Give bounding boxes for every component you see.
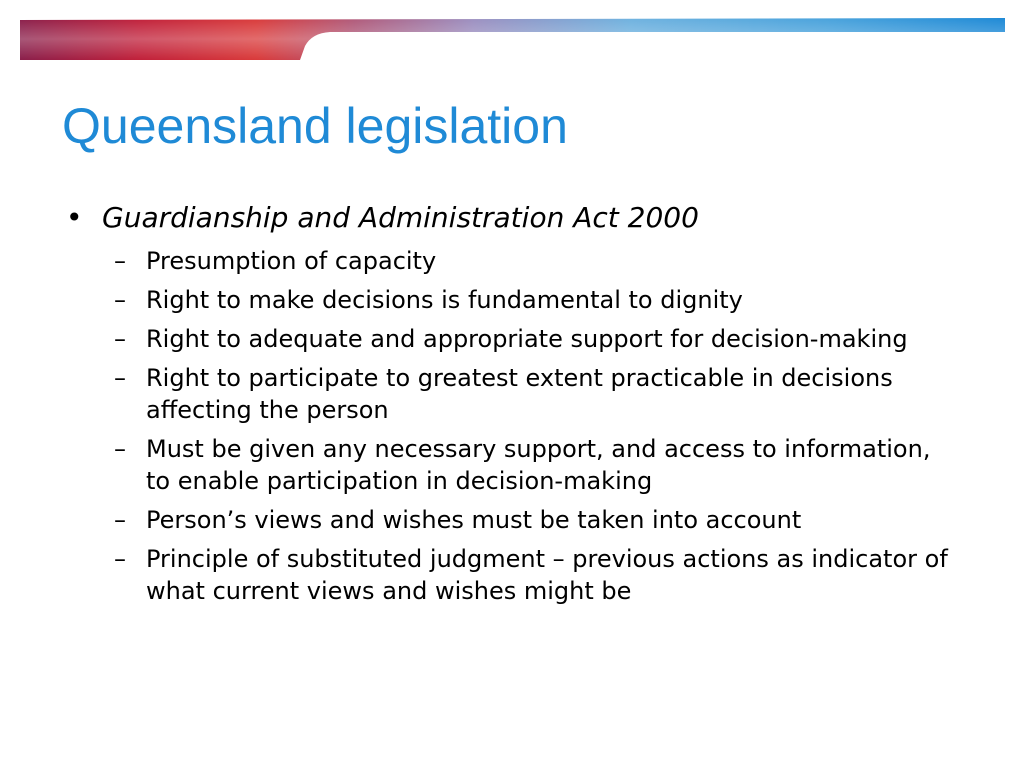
- sub-bullet-list: [62, 245, 962, 607]
- bullet-dot-icon: •: [66, 201, 83, 234]
- sub-bullet-item: [62, 543, 962, 607]
- en-dash-icon: –: [114, 247, 126, 275]
- sub-bullet-text: Right to adequate and appropriate support for decision-making: [146, 325, 908, 353]
- sub-bullet-item: [62, 284, 962, 316]
- sub-bullet-item: [62, 245, 962, 277]
- sub-bullet-item: [62, 323, 962, 355]
- sub-bullet-item: [62, 362, 962, 426]
- slide-body: [62, 198, 962, 607]
- en-dash-icon: –: [114, 545, 126, 573]
- sub-bullet-text: Principle of substituted judgment – previous actions as indicator of what current views and wishes might be: [146, 545, 948, 605]
- sub-bullet-text: Person’s views and wishes must be taken into account: [146, 506, 802, 534]
- en-dash-icon: –: [114, 435, 126, 463]
- sub-bullet-item: [62, 433, 962, 497]
- en-dash-icon: –: [114, 325, 126, 353]
- bullet-text: Guardianship and Administration Act 2000: [102, 201, 699, 234]
- sub-bullet-text: Must be given any necessary support, and access to information, to enable participation in decision-making: [146, 435, 931, 495]
- slide-title: Queensland legislation: [62, 98, 568, 154]
- sub-bullet-text: Right to make decisions is fundamental to dignity: [146, 286, 743, 314]
- sub-bullet-text: Right to participate to greatest extent practicable in decisions affecting the person: [146, 364, 893, 424]
- en-dash-icon: –: [114, 286, 126, 314]
- decorative-top-band: [0, 0, 1024, 80]
- bullet-item: [62, 198, 962, 238]
- sub-bullet-text: Presumption of capacity: [146, 247, 437, 275]
- en-dash-icon: –: [114, 364, 126, 392]
- en-dash-icon: –: [114, 506, 126, 534]
- sub-bullet-item: [62, 504, 962, 536]
